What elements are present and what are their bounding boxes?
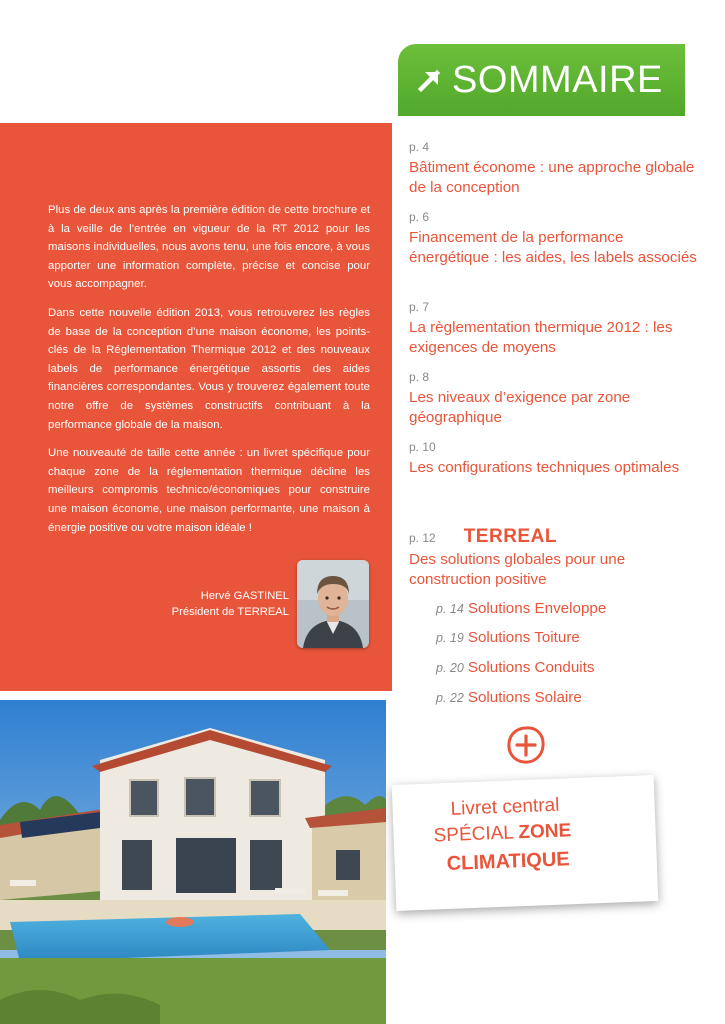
intro-paragraph: Une nouveauté de taille cette année : un livret spécifique pour chaque zone de la réglementation thermique décline les meilleurs compromis technico/économiques pour construire une maison économe, une maison performante, une maison à énergie positive ou votre maison idéale ! xyxy=(48,447,370,534)
card-line-2-light: SPÉCIAL xyxy=(433,822,514,847)
signature xyxy=(172,588,289,620)
signature-role: Président de TERREAL xyxy=(171,606,289,618)
toc-subitem[interactable] xyxy=(436,629,580,646)
intro-paragraph: Plus de deux ans après la première édition de cette brochure et à la veille de l’entrée en vigueur de la RT 2012 pour les maisons individuelles, nous avons tenu, une fois encore, à vous apporter une information complète, précise et concise pour vous accompagner. xyxy=(48,204,370,291)
toc-entry-title: Financement de la performance énergétique : les aides, les labels associés xyxy=(409,229,697,266)
intro-paragraph: Dans cette nouvelle édition 2013, vous retrouverez les règles de base de la conception d’une maison économe, les points-clés de la Réglementation Thermique 2012 et des nouveaux labels de performance énergétique assortis des aides financières correspondantes. Vous y trouverez également toute notre offre de systèmes constructifs contribuant à la performance globale de la maison. xyxy=(48,306,370,431)
toc-entry-title: Les configurations techniques optimales xyxy=(409,459,680,476)
toc-item[interactable] xyxy=(409,210,699,268)
toc-brand-row[interactable] xyxy=(409,526,557,548)
toc-page-number: p. 6 xyxy=(409,210,430,224)
toc-item[interactable] xyxy=(409,140,699,198)
house-photo xyxy=(0,700,386,1024)
toc-item[interactable] xyxy=(409,370,699,428)
toc-page-number: p. 19 xyxy=(436,631,464,645)
special-zone-card[interactable] xyxy=(392,775,659,911)
card-line-2 xyxy=(433,820,571,847)
card-line-2-bold: ZONE xyxy=(518,820,572,844)
president-portrait xyxy=(297,560,369,648)
toc-subitem-title: Solutions Toiture xyxy=(467,629,580,646)
toc-page-number: p. 10 xyxy=(409,440,436,454)
toc-entry-title: Les niveaux d’exigence par zone géographique xyxy=(409,389,631,426)
toc-page-number: p. 4 xyxy=(409,140,430,154)
sommaire-banner xyxy=(398,44,685,116)
toc-subitem[interactable] xyxy=(436,689,582,706)
card-line-3: CLIMATIQUE xyxy=(446,848,571,876)
plus-logo-icon xyxy=(505,724,547,766)
toc-subitem-title: Solutions Enveloppe xyxy=(467,600,607,617)
toc-item[interactable] xyxy=(409,550,699,590)
toc-page-number: p. 12 xyxy=(409,531,436,545)
toc-page-number: p. 7 xyxy=(409,300,430,314)
card-line-1: Livret central xyxy=(450,794,560,820)
toc-subitem[interactable] xyxy=(436,659,594,676)
page-title: SOMMAIRE xyxy=(452,58,663,101)
toc-subitem[interactable] xyxy=(436,600,606,617)
toc-entry-title: La règlementation thermique 2012 : les exigences de moyens xyxy=(409,319,673,356)
signature-name: Hervé GASTINEL xyxy=(200,590,289,602)
toc-page-number: p. 14 xyxy=(436,602,464,616)
toc-page-number: p. 20 xyxy=(436,661,464,675)
toc-entry-title: Des solutions globales pour une construction positive xyxy=(409,551,626,588)
toc-item[interactable] xyxy=(409,300,699,358)
intro-panel xyxy=(0,123,392,691)
terreal-logo: TERREAL xyxy=(463,526,557,547)
toc-entry-title: Bâtiment économe : une approche globale de la conception xyxy=(409,159,695,196)
toc-subitem-title: Solutions Conduits xyxy=(467,659,595,676)
toc-page-number: p. 22 xyxy=(436,691,464,705)
toc-subitem-title: Solutions Solaire xyxy=(467,689,582,706)
toc-item[interactable] xyxy=(409,440,699,478)
toc-page-number: p. 8 xyxy=(409,370,430,384)
intro-text xyxy=(48,201,370,547)
arrow-up-right-icon xyxy=(416,66,444,94)
